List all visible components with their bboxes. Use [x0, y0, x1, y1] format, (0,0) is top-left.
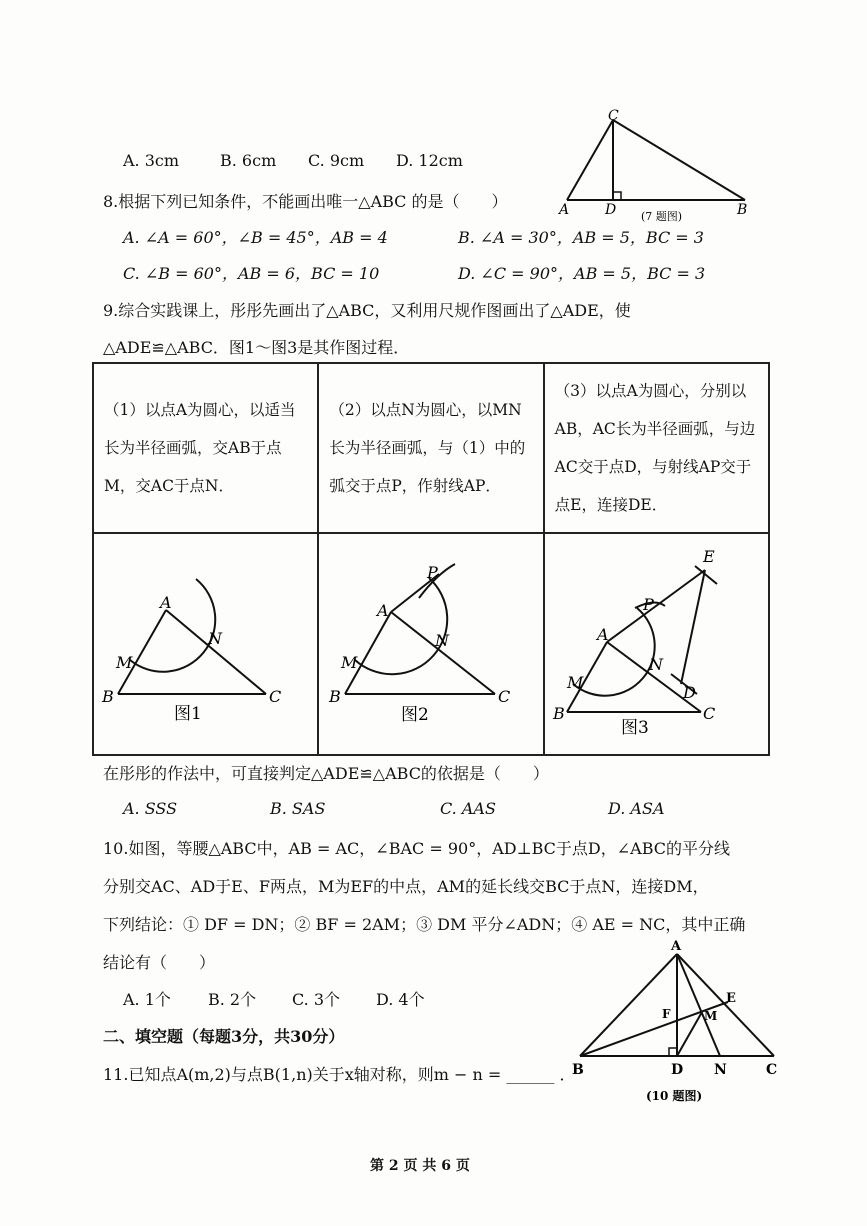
- q10-line1: 10.如图，等腰△ABC中，AB = AC，∠BAC = 90°，AD⊥BC于点D，∠ABC的平分线: [103, 839, 731, 858]
- q9-step-1: （1）以点A为圆心，以适当长为半径画弧，交AB于点M，交AC于点N．: [93, 363, 318, 533]
- fig3-label-d: D: [682, 683, 696, 702]
- q7-option-c: C. 9cm: [308, 151, 365, 170]
- q9-stem-line2: △ADE≌△ABC．图1～图3是其作图过程．: [103, 338, 410, 357]
- fig1-label-c: C: [269, 687, 282, 706]
- q10-figure: [568, 936, 786, 1106]
- fig1-label-a: A: [160, 593, 172, 612]
- fig3-label-b: B: [552, 704, 565, 723]
- fig3-caption: 图3: [620, 718, 649, 738]
- q9-stem-line1: 9.综合实践课上，彤彤先画出了△ABC，又利用尺规作图画出了△ADE，使: [103, 301, 631, 320]
- fig3-label-n: N: [648, 655, 663, 674]
- fig3-label-m: M: [566, 673, 584, 692]
- page-footer: 第 2 页 共 6 页: [370, 1158, 470, 1174]
- q9-figure-2-cell: [318, 533, 543, 755]
- q7-label-d: D: [605, 202, 617, 218]
- q10-label-n: N: [714, 1062, 727, 1078]
- q10-label-m: M: [704, 1009, 718, 1023]
- q9-figure-3-cell: [544, 533, 769, 755]
- fig3-label-p: P: [642, 595, 654, 614]
- q7-label-c: C: [608, 108, 619, 124]
- q9-option-c: C. AAS: [440, 799, 496, 818]
- q10-label-c: C: [766, 1062, 778, 1078]
- section2-title: 二、填空题（每题3分，共30分）: [103, 1027, 345, 1046]
- q10-label-e: E: [726, 991, 736, 1006]
- fig1-caption: 图1: [174, 704, 202, 724]
- q10-label-d: D: [671, 1062, 684, 1078]
- q7-figure-caption: (7 题图): [641, 210, 683, 223]
- fig2-caption: 图2: [401, 705, 430, 725]
- fig2-label-c: C: [498, 687, 511, 706]
- q9-option-b: B. SAS: [270, 799, 326, 818]
- q8-stem: 8.根据下列已知条件，不能画出唯一△ABC 的是（ ）: [103, 192, 508, 211]
- fig2-label-n: N: [435, 631, 450, 650]
- q10-label-b: B: [572, 1062, 584, 1078]
- q10-figure-caption: (10 题图): [646, 1089, 703, 1103]
- fig1-label-n: N: [208, 629, 222, 648]
- fig1-label-m: M: [116, 653, 133, 672]
- q8-option-d: D. ∠C = 90°，AB = 5，BC = 3: [458, 264, 706, 283]
- q9-step-3: （3）以点A为圆心，分别以AB，AC长为半径画弧，与边AC交于点D，与射线AP交于点E，连接DE．: [544, 363, 769, 533]
- q11-text: 11.已知点A(m,2)与点B(1,n)关于x轴对称，则m − n = ______ ．: [103, 1065, 576, 1084]
- q9-option-d: D. ASA: [608, 799, 665, 818]
- q9-figure-2: [319, 534, 545, 754]
- fig3-label-e: E: [702, 547, 715, 566]
- fig2-label-p: P: [427, 563, 439, 582]
- q7-label-b: B: [737, 202, 748, 218]
- q10-line4: 结论有（ ）: [103, 953, 216, 972]
- q9-step-2: （2）以点N为圆心，以MN长为半径画弧，与（1）中的弧交于点P，作射线AP．: [318, 363, 543, 533]
- q10-option-b: B. 2个: [208, 990, 257, 1009]
- fig2-label-b: B: [329, 687, 342, 706]
- fig2-label-m: M: [341, 653, 358, 672]
- q7-label-a: A: [559, 202, 570, 218]
- q9-figure-3: [545, 534, 771, 754]
- fig2-label-a: A: [377, 601, 389, 620]
- q10-label-f: F: [662, 1007, 671, 1021]
- fig3-label-a: A: [596, 625, 609, 644]
- q10-option-a: A. 1个: [123, 990, 171, 1009]
- q7-option-d: D. 12cm: [396, 151, 463, 170]
- q10-label-a: A: [671, 939, 682, 954]
- fig1-label-b: B: [102, 687, 114, 706]
- q8-option-b: B. ∠A = 30°，AB = 5，BC = 3: [458, 228, 704, 247]
- q7-option-b: B. 6cm: [220, 151, 277, 170]
- q10-option-c: C. 3个: [292, 990, 341, 1009]
- q9-figure-1-cell: [93, 533, 318, 755]
- q10-line3: 下列结论：① DF = DN；② BF = 2AM；③ DM 平分∠ADN；④ AE = NC，其中正确: [103, 915, 746, 934]
- q8-option-a: A. ∠A = 60°，∠B = 45°，AB = 4: [123, 228, 388, 247]
- fig3-label-c: C: [702, 704, 715, 723]
- q9-option-a: A. SSS: [123, 799, 178, 818]
- q8-option-c: C. ∠B = 60°，AB = 6，BC = 10: [123, 264, 380, 283]
- q7-figure: [555, 108, 765, 226]
- q9-question: 在彤彤的作法中，可直接判定△ADE≌△ABC的依据是（ ）: [103, 764, 549, 783]
- q9-steps-table: [92, 362, 770, 756]
- q7-option-a: A. 3cm: [123, 151, 180, 170]
- q10-option-d: D. 4个: [376, 990, 425, 1009]
- q10-line2: 分别交AC、AD于E、F两点，M为EF的中点，AM的延长线交BC于点N，连接DM，: [103, 877, 709, 896]
- q9-figure-1: [94, 534, 316, 754]
